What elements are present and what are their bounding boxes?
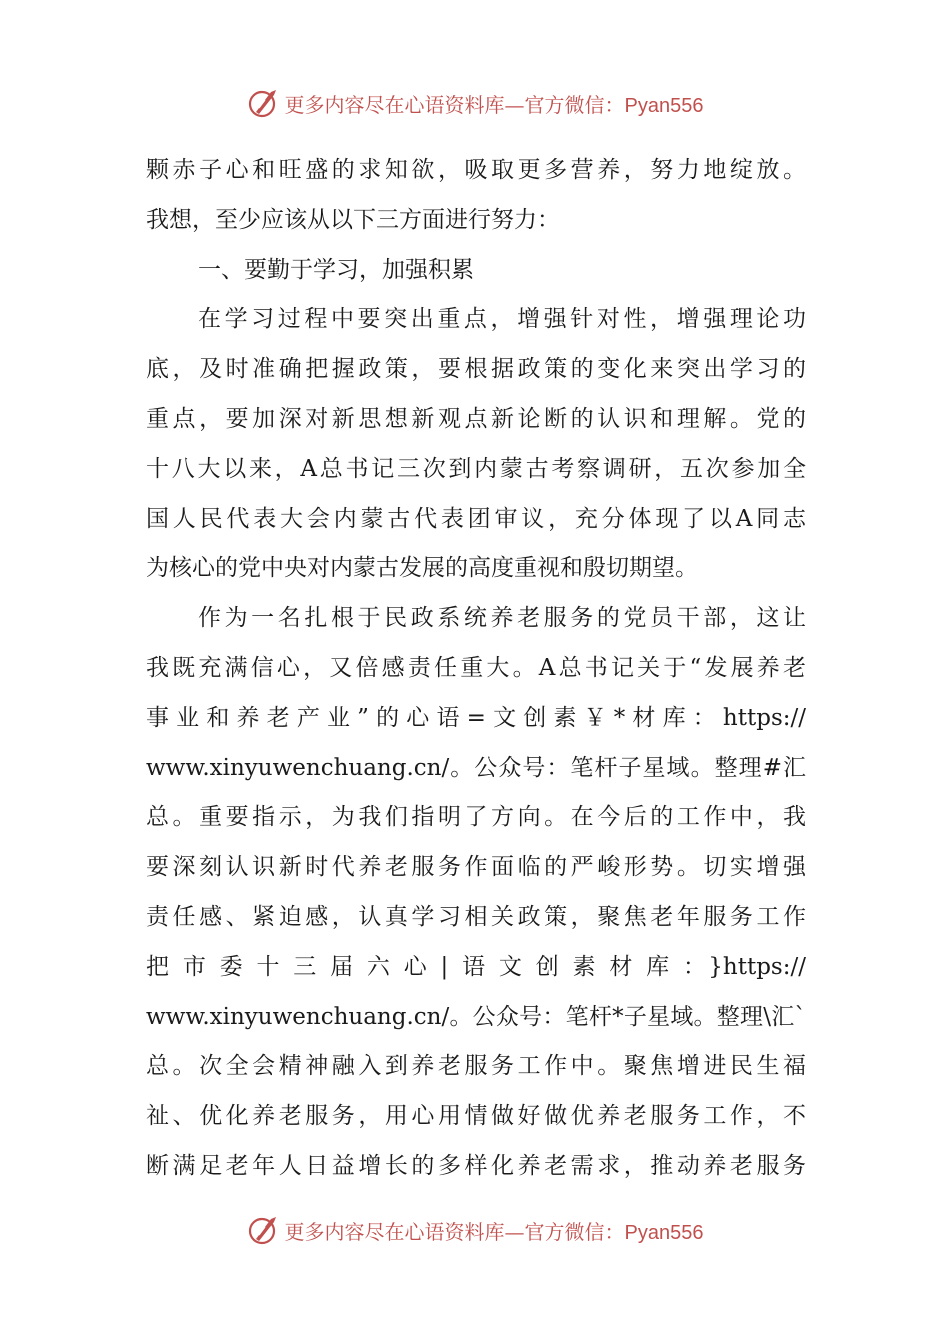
text-line: 责任感、紧迫感，认真学习相关政策，聚焦老年服务工作: [146, 903, 806, 930]
text-line: 十八大以来，A总书记三次到内蒙古考察调研，五次参加全: [146, 455, 806, 482]
text-line: 在学习过程中要突出重点，增强针对性，增强理论功: [198, 306, 806, 333]
text-line: 把市委十三届六心|语文创素材库：}https://: [146, 953, 806, 980]
header-banner-text: 更多内容尽在心语资料库—官方微信：Pyan556: [284, 92, 704, 117]
text-line: 总。重要指示，为我们指明了方向。在今后的工作中，我: [146, 804, 806, 831]
header-banner-brand: Pyan556: [624, 94, 704, 117]
text-line: 我想，至少应该从以下三方面进行努力：: [146, 206, 560, 233]
text-line: 祉、优化养老服务，用心用情做好做优养老服务工作，不: [146, 1103, 806, 1130]
text-line: 底，及时准确把握政策，要根据政策的变化来突出学习的: [146, 356, 806, 383]
footer-banner-brand: Pyan556: [624, 1221, 704, 1244]
text-line: 国人民代表大会内蒙古代表团审议，充分体现了以A同志: [146, 505, 806, 532]
text-line: www.xinyuwenchuang.cn/。公众号：笔杆子星域。整理#汇: [146, 754, 806, 781]
quill-logo-icon: [247, 1213, 281, 1247]
section-heading: 一、要勤于学习，加强积累: [198, 256, 474, 283]
header-banner: [0, 83, 950, 123]
text-line: 重点，要加深对新思想新观点新论断的认识和理解。党的: [146, 405, 806, 432]
quill-logo-icon: [247, 86, 281, 120]
text-line: 颗赤子心和旺盛的求知欲，吸取更多营养，努力地绽放。: [146, 157, 806, 183]
footer-banner: [0, 1210, 950, 1250]
footer-banner-text: 更多内容尽在心语资料库—官方微信：Pyan556: [284, 1219, 704, 1244]
text-line: 要深刻认识新时代养老服务作面临的严峻形势。切实增强: [146, 854, 806, 881]
text-line: 为核心的党中央对内蒙古发展的高度重视和殷切期望。: [146, 555, 698, 582]
text-line: 我既充满信心，又倍感责任重大。A总书记关于“发展养老: [146, 654, 806, 681]
text-line: 断满足老年人日益增长的多样化养老需求，推动养老服务: [146, 1152, 806, 1179]
document-body: [146, 146, 806, 1192]
text-line: 事业和养老产业”的心语=文创素￥*材库：https://: [146, 704, 806, 731]
text-line: 作为一名扎根于民政系统养老服务的党员干部，这让: [198, 605, 806, 632]
text-line: www.xinyuwenchuang.cn/。公众号：笔杆*子星域。整理\汇`: [146, 1003, 806, 1030]
text-line: 总。次全会精神融入到养老服务工作中。聚焦增进民生福: [146, 1053, 806, 1080]
